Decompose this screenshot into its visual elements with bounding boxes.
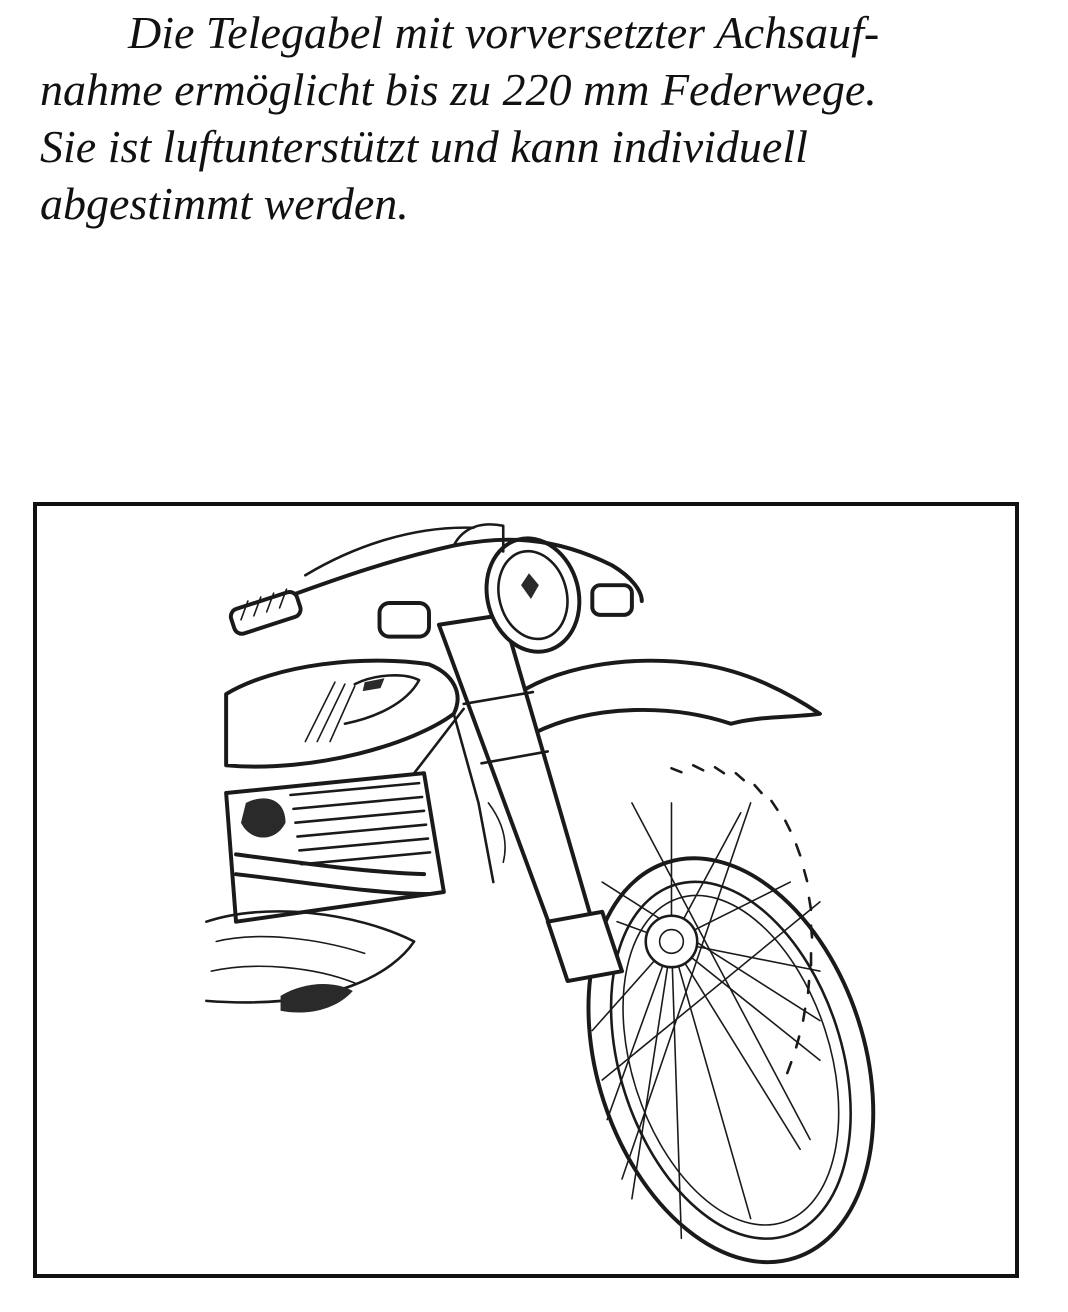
motorcycle-illustration-icon xyxy=(37,506,1015,1274)
front-wheel-icon xyxy=(540,765,923,1274)
fuel-tank-icon xyxy=(226,661,457,767)
caption-line-4: abgestimmt werden. xyxy=(40,178,409,229)
engine-icon xyxy=(206,773,444,1012)
caption-line-1: Die Telegabel mit vorversetzter Achsauf- xyxy=(128,7,880,58)
caption-line-2: nahme ermöglicht bis zu 220 mm Federwege. xyxy=(40,64,877,115)
figure-frame xyxy=(33,502,1019,1278)
caption-line-3: Sie ist luftunterstützt und kann individuell xyxy=(40,121,808,172)
handlebar-icon xyxy=(229,524,642,636)
figure-caption xyxy=(40,4,1040,232)
front-fender-icon xyxy=(503,661,820,734)
